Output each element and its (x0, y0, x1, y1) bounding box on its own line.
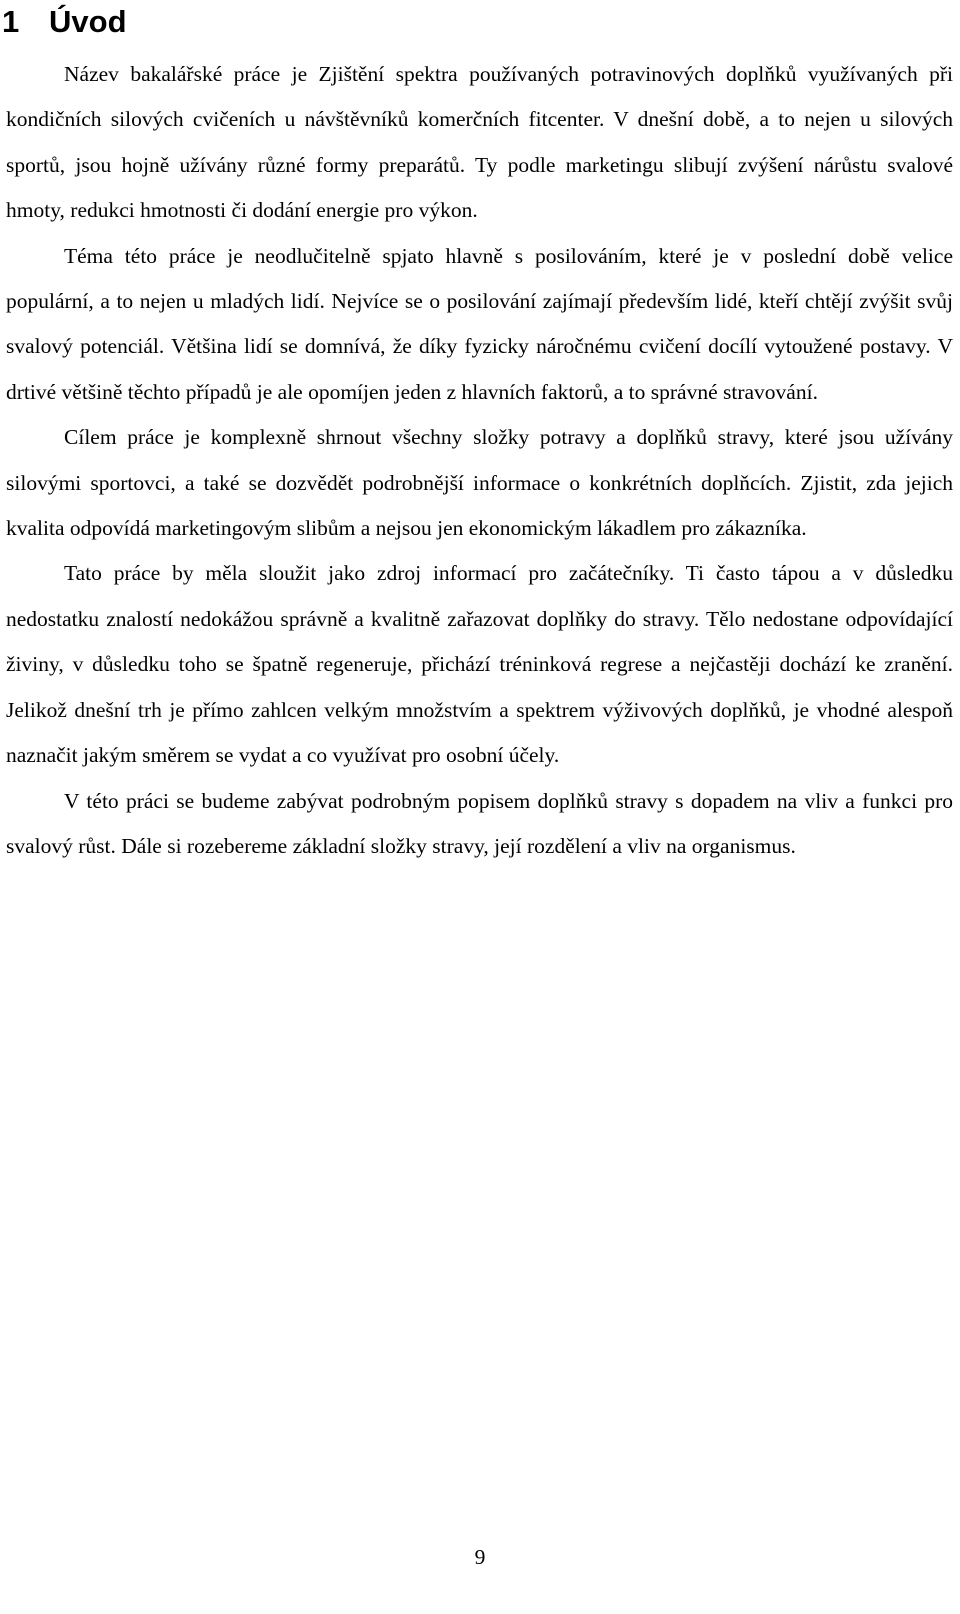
paragraph: Téma této práce je neodlučitelně spjato hlavně s posilováním, které je v poslední době velice populární, a to nejen u mladých lidí. Nejvíce se o posilování zajímají především lidé, kteří chtějí zvýšit svůj svalový potenciál. Většina lidí se domnívá, že díky fyzicky náročnému cvičení docílí vytoužené postavy. V drtivé většině těchto případů je ale opomíjen jeden z hlavních faktorů, a to správné stravování. (6, 243, 953, 404)
page-number: 9 (474, 1545, 486, 1569)
chapter-title: Úvod (49, 4, 127, 39)
chapter-body (6, 52, 953, 869)
paragraph: Název bakalářské práce je Zjištění spektra používaných potravinových doplňků využívaných při kondičních silových cvičeních u návštěvníků komerčních fitcenter. V dnešní době, a to nejen u silových sportů, jsou hojně užívány různé formy preparátů. Ty podle marketingu slibují zvýšení nárůstu svalové hmoty, redukci hmotnosti či dodání energie pro výkon. (6, 62, 953, 223)
paragraph: Cílem práce je komplexně shrnout všechny složky potravy a doplňků stravy, které jsou užívány silovými sportovci, a také se dozvědět podrobnější informace o konkrétních doplňcích. Zjistit, zda jejich kvalita odpovídá marketingovým slibům a nejsou jen ekonomickým lákadlem pro zákazníka. (6, 425, 953, 541)
paragraph: Tato práce by měla sloužit jako zdroj informací pro začátečníky. Ti často tápou a v důsledku nedostatku znalostí nedokážou správně a kvalitně zařazovat doplňky do stravy. Tělo nedostane odpovídající živiny, v důsledku toho se špatně regeneruje, přichází tréninková regrese a nejčastěji dochází ke zranění. Jelikož dnešní trh je přímo zahlcen velkým množstvím a spektrem výživových doplňků, je vhodné alespoň naznačit jakým směrem se vydat a co využívat pro osobní účely. (6, 561, 953, 768)
chapter-number: 1 (2, 4, 20, 39)
chapter-heading (2, 0, 127, 44)
paragraph: V této práci se budeme zabývat podrobným popisem doplňků stravy s dopadem na vliv a funkci pro svalový růst. Dále si rozebereme základní složky stravy, její rozdělení a vliv na organismus. (6, 788, 953, 858)
